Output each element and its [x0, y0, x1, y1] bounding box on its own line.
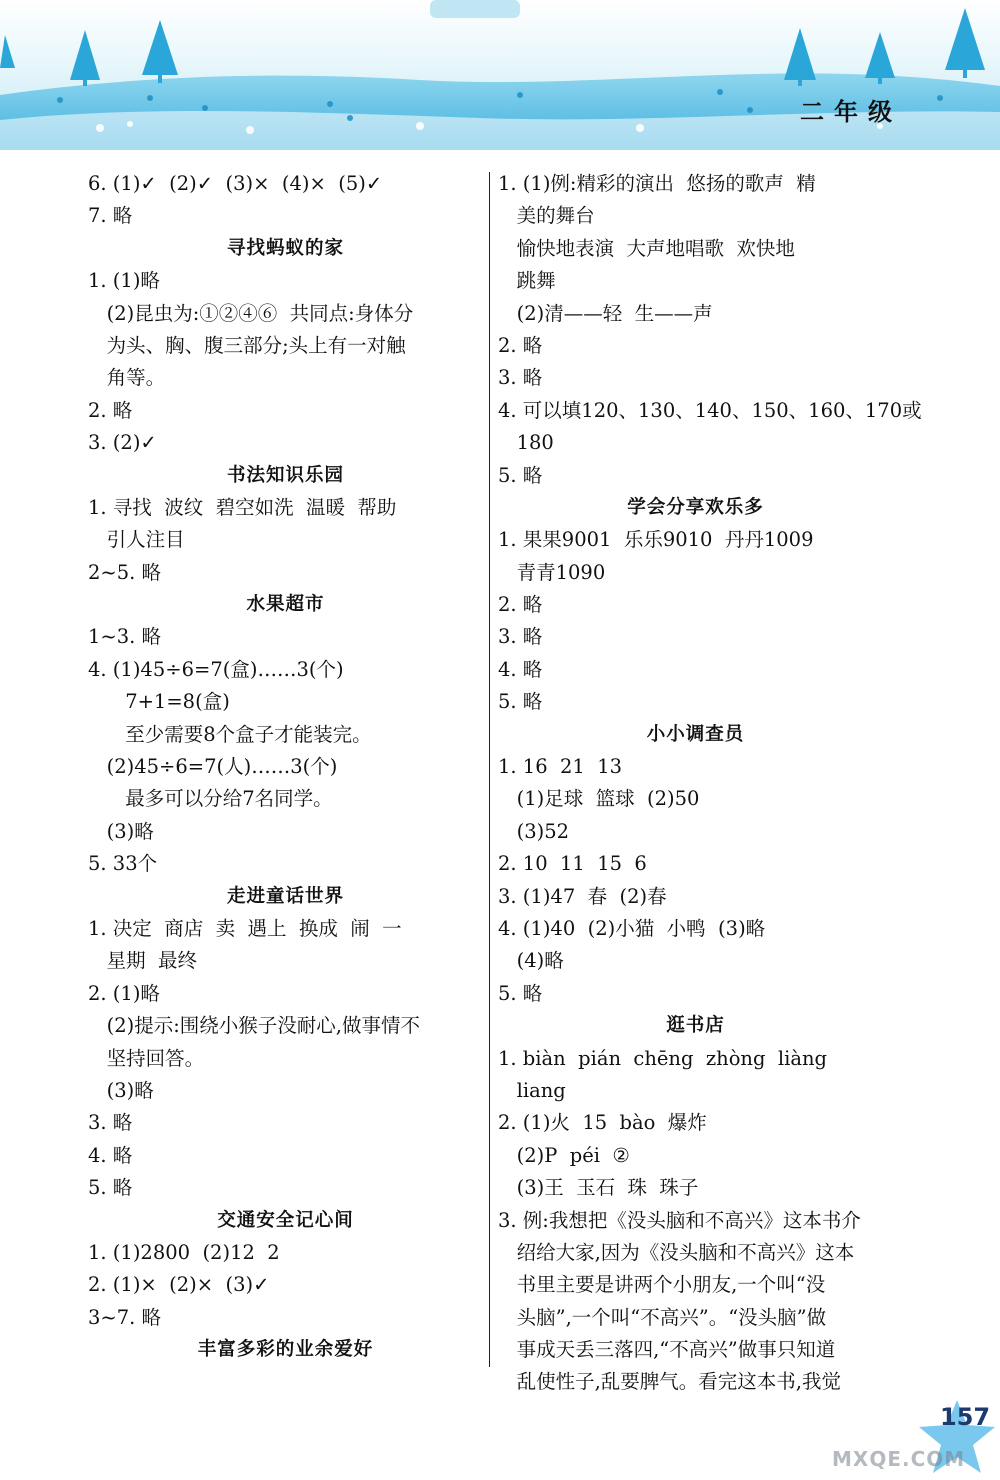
answer-line: 4. 略: [88, 1143, 133, 1167]
answer-line: 3. 略: [498, 366, 543, 390]
answer-line: 书里主要是讲两个小朋友,一个叫“没: [498, 1273, 826, 1297]
answer-line: 3. 略: [498, 625, 543, 649]
answer-line: 3. (1)47 春 (2)春: [498, 884, 667, 908]
answer-line: 坚持回答。: [88, 1046, 205, 1070]
section-heading: 交通安全记心间: [217, 1209, 354, 1231]
answer-line: 1. biàn pián chēng zhòng liàng: [498, 1046, 828, 1070]
answer-line: (3)52: [498, 819, 570, 843]
answer-line: 乱使性子,乱要脾气。看完这本书,我觉: [498, 1370, 841, 1394]
answer-line: (3)略: [88, 1078, 154, 1102]
section-heading: 书法知识乐园: [226, 464, 344, 486]
top-tab-shape: [430, 0, 520, 18]
answer-line: 1. 果果9001 乐乐9010 丹丹1009: [498, 528, 814, 552]
answer-line: 美的舞台: [498, 204, 595, 228]
answer-line: 1. 16 21 13: [498, 755, 623, 779]
answer-line: 跳舞: [498, 269, 556, 293]
page-number: 157: [940, 1403, 991, 1431]
answer-line: (1)足球 篮球 (2)50: [498, 787, 700, 811]
answer-line: 1. (1)例:精彩的演出 悠扬的歌声 精: [498, 172, 816, 195]
answer-line: 1. (1)2800 (2)12 2: [88, 1240, 280, 1264]
answer-line: 5. 33个: [88, 852, 158, 876]
answer-line: 2. 略: [498, 593, 543, 617]
answer-line: (3)王 玉石 珠 珠子: [498, 1176, 699, 1200]
answer-line: 2. (1)× (2)× (3)✓: [88, 1273, 270, 1297]
section-heading: 寻找蚂蚁的家: [226, 237, 344, 259]
watermark-text: MXQE.COM: [832, 1447, 966, 1471]
answer-line: (2)45÷6=7(人)……3(个): [88, 755, 338, 779]
answer-line: 1. 寻找 波纹 碧空如洗 温暖 帮助: [88, 495, 397, 519]
answer-line: 为头、胸、腹三部分;头上有一对触: [88, 333, 406, 357]
answer-line: 4. 略: [498, 657, 543, 681]
answer-line: 4. (1)40 (2)小猫 小鸭 (3)略: [498, 916, 766, 940]
answer-line: 5. 略: [498, 463, 543, 487]
answer-line: (2)P péi ②: [498, 1143, 630, 1167]
answer-line: 头脑”,一个叫“不高兴”。“没头脑”做: [498, 1305, 827, 1329]
grade-label: 二年级: [800, 98, 902, 126]
section-heading: 小小调查员: [646, 723, 745, 745]
answer-line: 5. 略: [88, 1176, 133, 1200]
header-banner: [0, 0, 1000, 150]
answer-line: 至少需要8个盒子才能装完。: [88, 722, 372, 746]
answer-line: 绍给大家,因为《没头脑和不高兴》这本: [498, 1240, 855, 1264]
answer-line: 愉快地表演 大声地唱歌 欢快地: [498, 236, 795, 260]
answer-line: 7. 略: [88, 204, 133, 228]
column-divider: [489, 172, 490, 1367]
section-heading: 逛书店: [666, 1015, 725, 1037]
answer-line: 4. (1)45÷6=7(盒)……3(个): [88, 657, 344, 681]
answer-line: 3. 例:我想把《没头脑和不高兴》这本书介: [498, 1208, 861, 1232]
answer-line: 2. 10 11 15 6: [498, 852, 647, 876]
answer-line: (2)提示:围绕小猴子没耐心,做事情不: [88, 1014, 420, 1038]
answer-line: 1~3. 略: [88, 625, 162, 649]
section-heading: 丰富多彩的业余爱好: [197, 1339, 374, 1361]
answer-line: 事成天丢三落四,“不高兴”做事只知道: [498, 1338, 836, 1362]
answer-line: (2)清——轻 生——声: [498, 301, 713, 325]
answer-line: 星期 最终: [88, 949, 197, 973]
section-heading: 走进童话世界: [226, 885, 344, 907]
answer-line: 3. 略: [88, 1111, 133, 1135]
answer-line: (3)略: [88, 819, 154, 843]
right-answer-column: [498, 168, 922, 1399]
answer-line: (4)略: [498, 949, 564, 973]
answer-line: 2. 略: [498, 333, 543, 357]
answer-line: 5. 略: [498, 690, 543, 714]
answer-line: (2)昆虫为:①②④⑥ 共同点:身体分: [88, 301, 414, 325]
answer-line: 引人注目: [88, 528, 185, 552]
answer-line: 2. (1)略: [88, 981, 160, 1005]
answer-line: 6. (1)✓ (2)✓ (3)× (4)× (5)✓: [88, 172, 383, 195]
answer-line: 2~5. 略: [88, 560, 162, 584]
section-heading: 水果超市: [246, 594, 325, 616]
answer-line: 青青1090: [498, 560, 606, 584]
answer-line: liang: [498, 1078, 566, 1102]
answer-line: 5. 略: [498, 981, 543, 1005]
answer-line: 角等。: [88, 366, 166, 390]
answer-line: 3. (2)✓: [88, 431, 157, 455]
answer-line: 4. 可以填120、130、140、150、160、170或: [498, 398, 922, 422]
answer-line: 180: [498, 431, 554, 455]
section-heading: 学会分享欢乐多: [627, 496, 764, 518]
left-answer-column: [88, 168, 483, 1366]
answer-line: 2. 略: [88, 398, 133, 422]
answer-line: 3~7. 略: [88, 1305, 162, 1329]
answer-line: 1. (1)略: [88, 269, 160, 293]
answer-line: 最多可以分给7名同学。: [88, 787, 333, 811]
answer-line: 7+1=8(盒): [88, 690, 230, 714]
answer-line: 1. 决定 商店 卖 遇上 换成 闹 一: [88, 916, 402, 940]
answer-line: 2. (1)火 15 bào 爆炸: [498, 1111, 707, 1135]
